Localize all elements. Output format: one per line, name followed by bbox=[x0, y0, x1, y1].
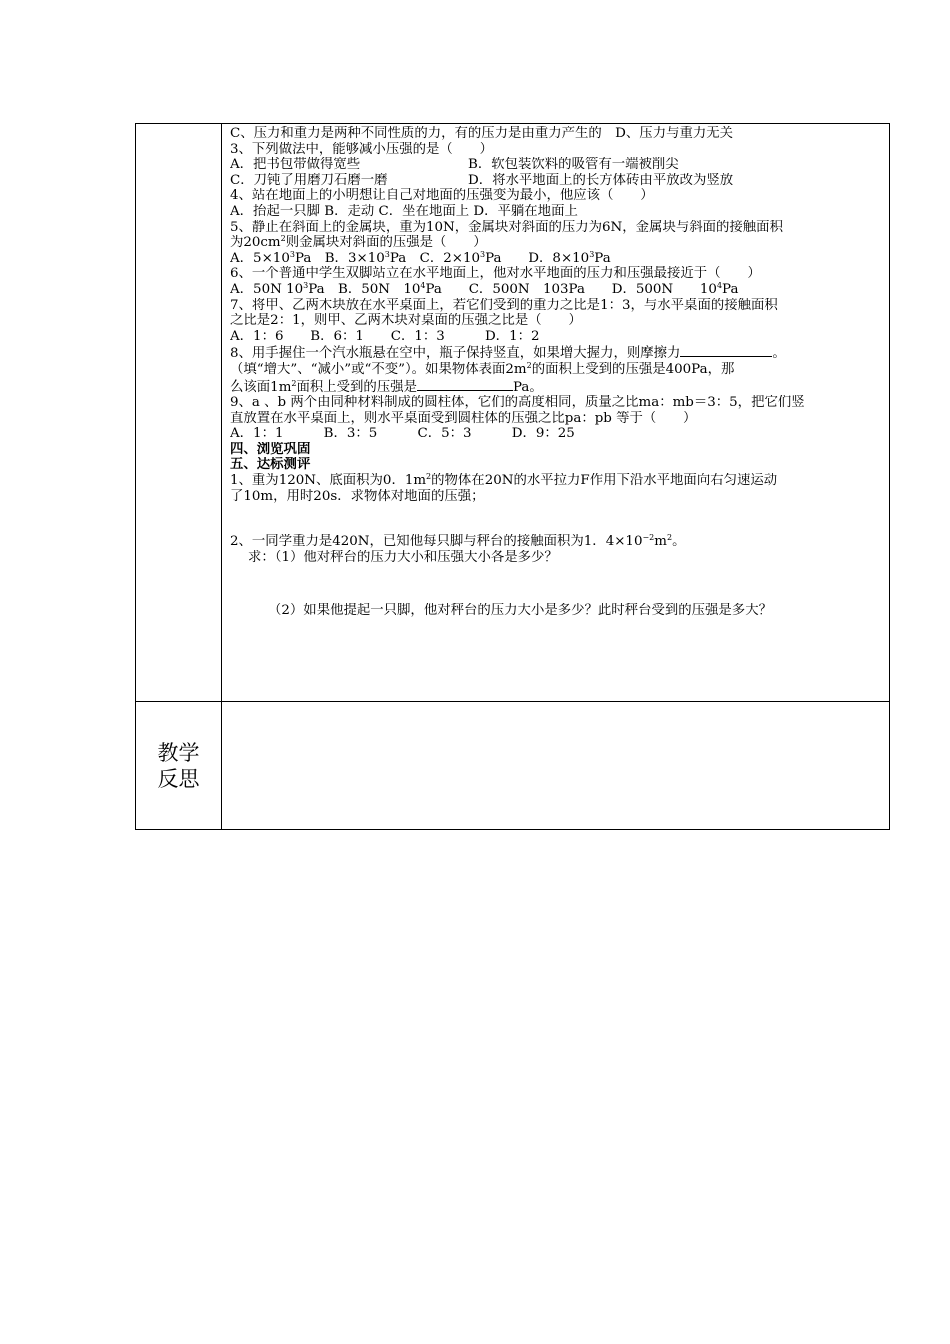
question-6: 6、一个普通中学生双脚站立在水平地面上，他对水平地面的压力和压强最接近于（ ） bbox=[230, 266, 761, 282]
text-run: 为20cm bbox=[230, 235, 281, 251]
text-run: 2、一同学重力是420N，已知他每只脚与秤台的接触面积为1．4×10 bbox=[230, 534, 643, 550]
q7-options: A．1：6 B．6：1 C．1：3 D．1：2 bbox=[230, 328, 540, 344]
text-run: 的面积上受到的压强是400Pa，那 bbox=[531, 361, 735, 377]
text-run: Pa B．50N 10 bbox=[308, 281, 421, 297]
q3-options-cd bbox=[230, 173, 883, 189]
answer-space bbox=[230, 565, 883, 603]
q5-options bbox=[230, 251, 883, 267]
reflection-label-cell bbox=[136, 702, 222, 830]
text-run: Pa C．500N 103Pa D．500N 10 bbox=[425, 281, 717, 297]
section-heading-assessment: 五、达标测评 bbox=[230, 457, 311, 473]
text-run: 的物体在20N的水平拉力F作用下沿水平地面向右匀速运动 bbox=[431, 473, 778, 489]
question-3: 3、下列做法中，能够减小压强的是（ ） bbox=[230, 141, 493, 157]
q3-options-ab bbox=[230, 157, 883, 173]
text-run: Pa bbox=[722, 281, 739, 297]
problem-2-part-2: （2）如果他提起一只脚，他对秤台的压力大小是多少？此时秤台受到的压强是多大？ bbox=[268, 603, 772, 619]
superscript: 2 bbox=[291, 378, 297, 388]
question-9-cont: 直放置在水平桌面上，则水平桌面受到圆柱体的压强之比pa：pb 等于（ ） bbox=[230, 410, 697, 426]
text-line: C、压力和重力是两种不同性质的力，有的压力是由重力产生的 D、压力与重力无关 bbox=[230, 126, 734, 141]
superscript: 3 bbox=[384, 250, 390, 259]
superscript: 2 bbox=[280, 235, 286, 244]
question-5-cont bbox=[230, 235, 883, 251]
superscript: 3 bbox=[589, 250, 595, 259]
question-7: 7、将甲、乙两木块放在水平桌面上，若它们受到的重力之比是1：3，与水平桌面的接触面积 bbox=[230, 297, 778, 313]
text-run: A．5×10 bbox=[230, 250, 290, 266]
exercise-row bbox=[136, 124, 890, 702]
text-run: Pa C．2×10 bbox=[389, 250, 481, 266]
reflection-label bbox=[136, 702, 221, 829]
q4-options: A．抬起一只脚 B．走动 C．坐在地面上 D．平躺在地面上 bbox=[230, 203, 578, 219]
question-8-cont2 bbox=[230, 378, 883, 396]
text-run: （填“增大”、“减小”或“不变”）。如果物体表面2m bbox=[230, 361, 527, 377]
superscript: 3 bbox=[480, 250, 486, 259]
text-run: m bbox=[654, 534, 667, 550]
section-heading-review: 四、浏览巩固 bbox=[230, 441, 311, 457]
lesson-table bbox=[135, 123, 890, 830]
text-run: Pa。 bbox=[513, 379, 543, 395]
text-run: A．50N 10 bbox=[230, 281, 304, 297]
text-run: Pa B．3×10 bbox=[294, 250, 385, 266]
problem-1 bbox=[230, 473, 883, 489]
superscript: 3 bbox=[289, 250, 295, 259]
text-run: 。 bbox=[772, 346, 786, 362]
reflection-label-text: 教学 反思 bbox=[157, 740, 200, 791]
q3-option-d: D．将水平地面上的长方体砖由平放改为竖放 bbox=[468, 172, 734, 188]
reflection-content-cell[interactable] bbox=[222, 702, 890, 830]
text-run: 么该面1m bbox=[230, 379, 292, 395]
q3-option-c: C．刀钝了用磨刀石磨一磨 bbox=[230, 172, 388, 188]
question-8-cont bbox=[230, 362, 883, 378]
answer-blank[interactable] bbox=[680, 344, 772, 357]
question-8 bbox=[230, 344, 883, 362]
question-5: 5、静止在斜面上的金属块，重为10N，金属块对斜面的压力为6N，金属块与斜面的接触面积 bbox=[230, 219, 783, 235]
text-run: 则金属块对斜面的压强是（ ） bbox=[285, 235, 487, 251]
superscript: 2 bbox=[426, 473, 432, 482]
text-run: 8、用手握住一个汽水瓶悬在空中，瓶子保持竖直，如果增大握力，则摩擦力 bbox=[230, 346, 681, 362]
left-label-cell bbox=[136, 124, 222, 702]
superscript: 2 bbox=[526, 361, 532, 370]
text-run: Pa bbox=[594, 250, 611, 266]
exercise-content-cell bbox=[222, 124, 890, 702]
text-run: Pa D．8×10 bbox=[485, 250, 590, 266]
question-9: 9、a 、b 两个由同种材料制成的圆柱体，它们的高度相同，质量之比ma：mb＝3：5，把它们竖 bbox=[230, 395, 805, 411]
text-run: 面积上受到的压强是 bbox=[296, 379, 417, 395]
superscript: 4 bbox=[420, 281, 426, 290]
question-4: 4、站在地面上的小明想让自己对地面的压强变为最小，他应该（ ） bbox=[230, 188, 654, 204]
exercise-content bbox=[222, 124, 889, 619]
problem-2-part-1: 求：（1）他对秤台的压力大小和压强大小各是多少？ bbox=[248, 549, 558, 565]
answer-space bbox=[230, 504, 883, 534]
problem-1-cont: 了10m，用时20s．求物体对地面的压强； bbox=[230, 488, 485, 504]
superscript: 2 bbox=[666, 534, 673, 543]
superscript: 3 bbox=[303, 281, 309, 290]
q6-options bbox=[230, 282, 883, 298]
text-run: 1、重为120N、底面积为0．1m bbox=[230, 473, 427, 489]
q3-option-a: A．把书包带做得宽些 bbox=[230, 157, 361, 173]
problem-2 bbox=[230, 534, 883, 550]
answer-blank[interactable] bbox=[417, 378, 513, 391]
superscript: −2 bbox=[642, 534, 655, 543]
text-run: 。 bbox=[672, 534, 686, 550]
q3-option-b: B．软包装饮料的吸管有一端被削尖 bbox=[468, 157, 679, 173]
q9-options: A．1：1 B．3：5 C．5：3 D．9：25 bbox=[230, 426, 575, 442]
superscript: 4 bbox=[716, 281, 723, 290]
question-7-cont: 之比是2：1，则甲、乙两木块对桌面的压强之比是（ ） bbox=[230, 313, 582, 329]
reflection-row bbox=[136, 702, 890, 830]
